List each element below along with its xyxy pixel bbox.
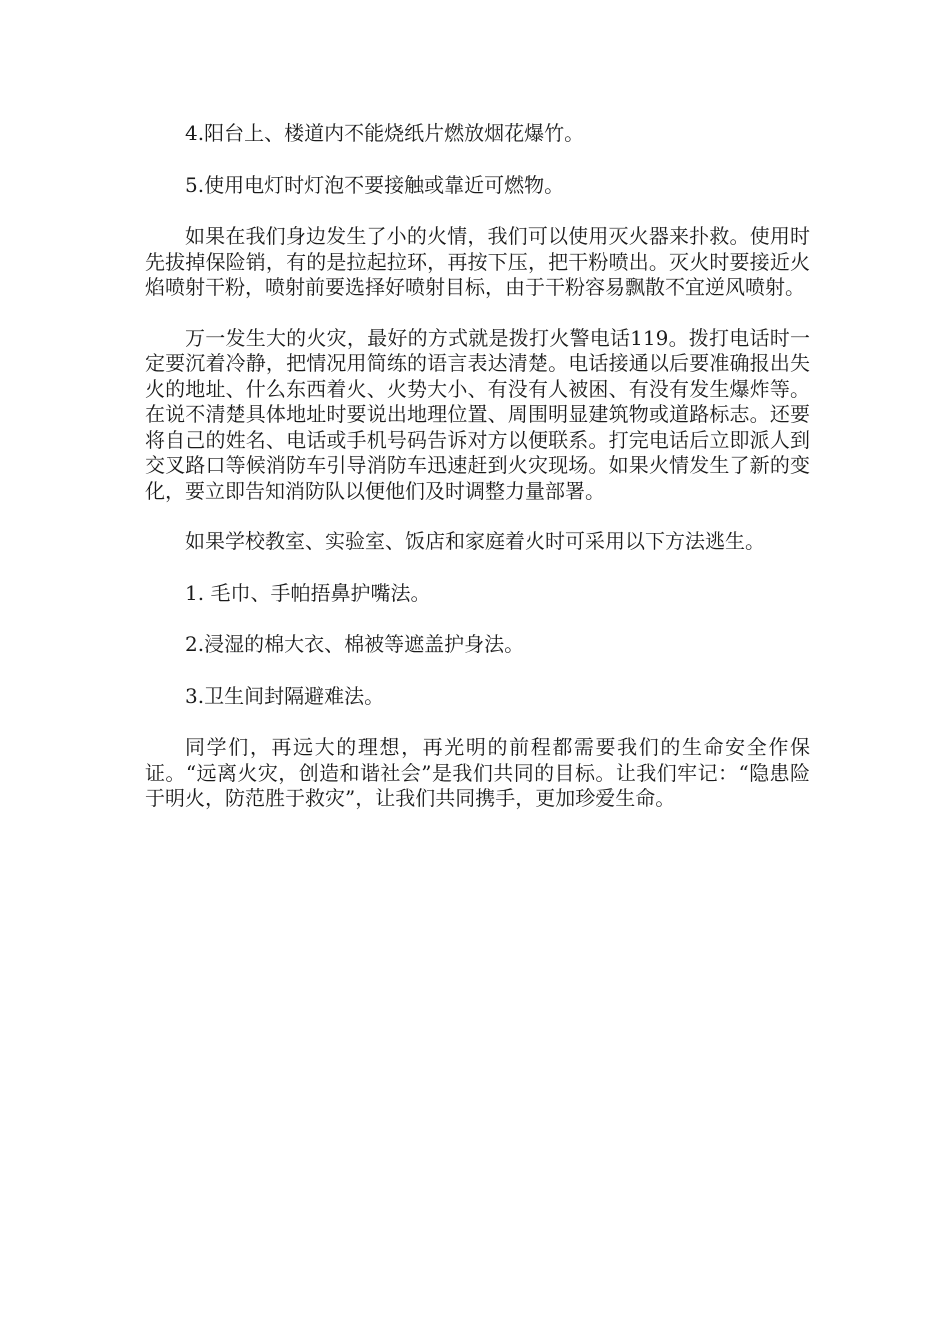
paragraph-call-119: 万一发生大的火灾，最好的方式就是拨打火警电话119。拨打电话时一定要沉着冷静，把情况用简练的语言表达清楚。电话接通以后要准确报出失火的地址、什么东西着火、火势大小、有没有人被困、有没有发生爆炸等。在说不清楚具体地址时要说出地理位置、周围明显建筑物或道路标志。还要将自己的姓名、电话或手机号码告诉对方以便联系。打完电话后立即派人到交叉路口等候消防车引导消防车迅速赶到火灾现场。如果火情发生了新的变化，要立即告知消防队以便他们及时调整力量部署。 (145, 325, 810, 503)
paragraph-conclusion: 同学们，再远大的理想，再光明的前程都需要我们的生命安全作保证。“远离火灾，创造和谐社会”是我们共同的目标。让我们牢记：“隐患险于明火，防范胜于救灾”，让我们共同携手，更加珍爱生命。 (145, 735, 810, 810)
list-item-towel-method: 1. 毛巾、手帕捂鼻护嘴法。 (185, 580, 431, 605)
list-item-balcony-fireworks: 4.阳台上、楼道内不能烧纸片燃放烟花爆竹。 (185, 121, 585, 145)
paragraph-fire-extinguisher: 如果在我们身边发生了小的火情，我们可以使用灭火器来扑救。使用时先拔掉保险销，有的是拉起拉环，再按下压，把干粉喷出。灭火时要接近火焰喷射干粉，喷射前要选择好喷射目标，由于干粉容易飘散不宜逆风喷射。 (145, 224, 810, 299)
list-item-light-bulb: 5.使用电灯时灯泡不要接触或靠近可燃物。 (185, 172, 565, 197)
document-body (145, 121, 810, 837)
list-item-wet-cover-method: 2.浸湿的棉大衣、棉被等遮盖护身法。 (185, 632, 525, 656)
list-item-bathroom-refuge: 3.卫生间封隔避难法。 (185, 683, 385, 708)
paragraph-escape-intro: 如果学校教室、实验室、饭店和家庭着火时可采用以下方法逃生。 (185, 529, 765, 553)
